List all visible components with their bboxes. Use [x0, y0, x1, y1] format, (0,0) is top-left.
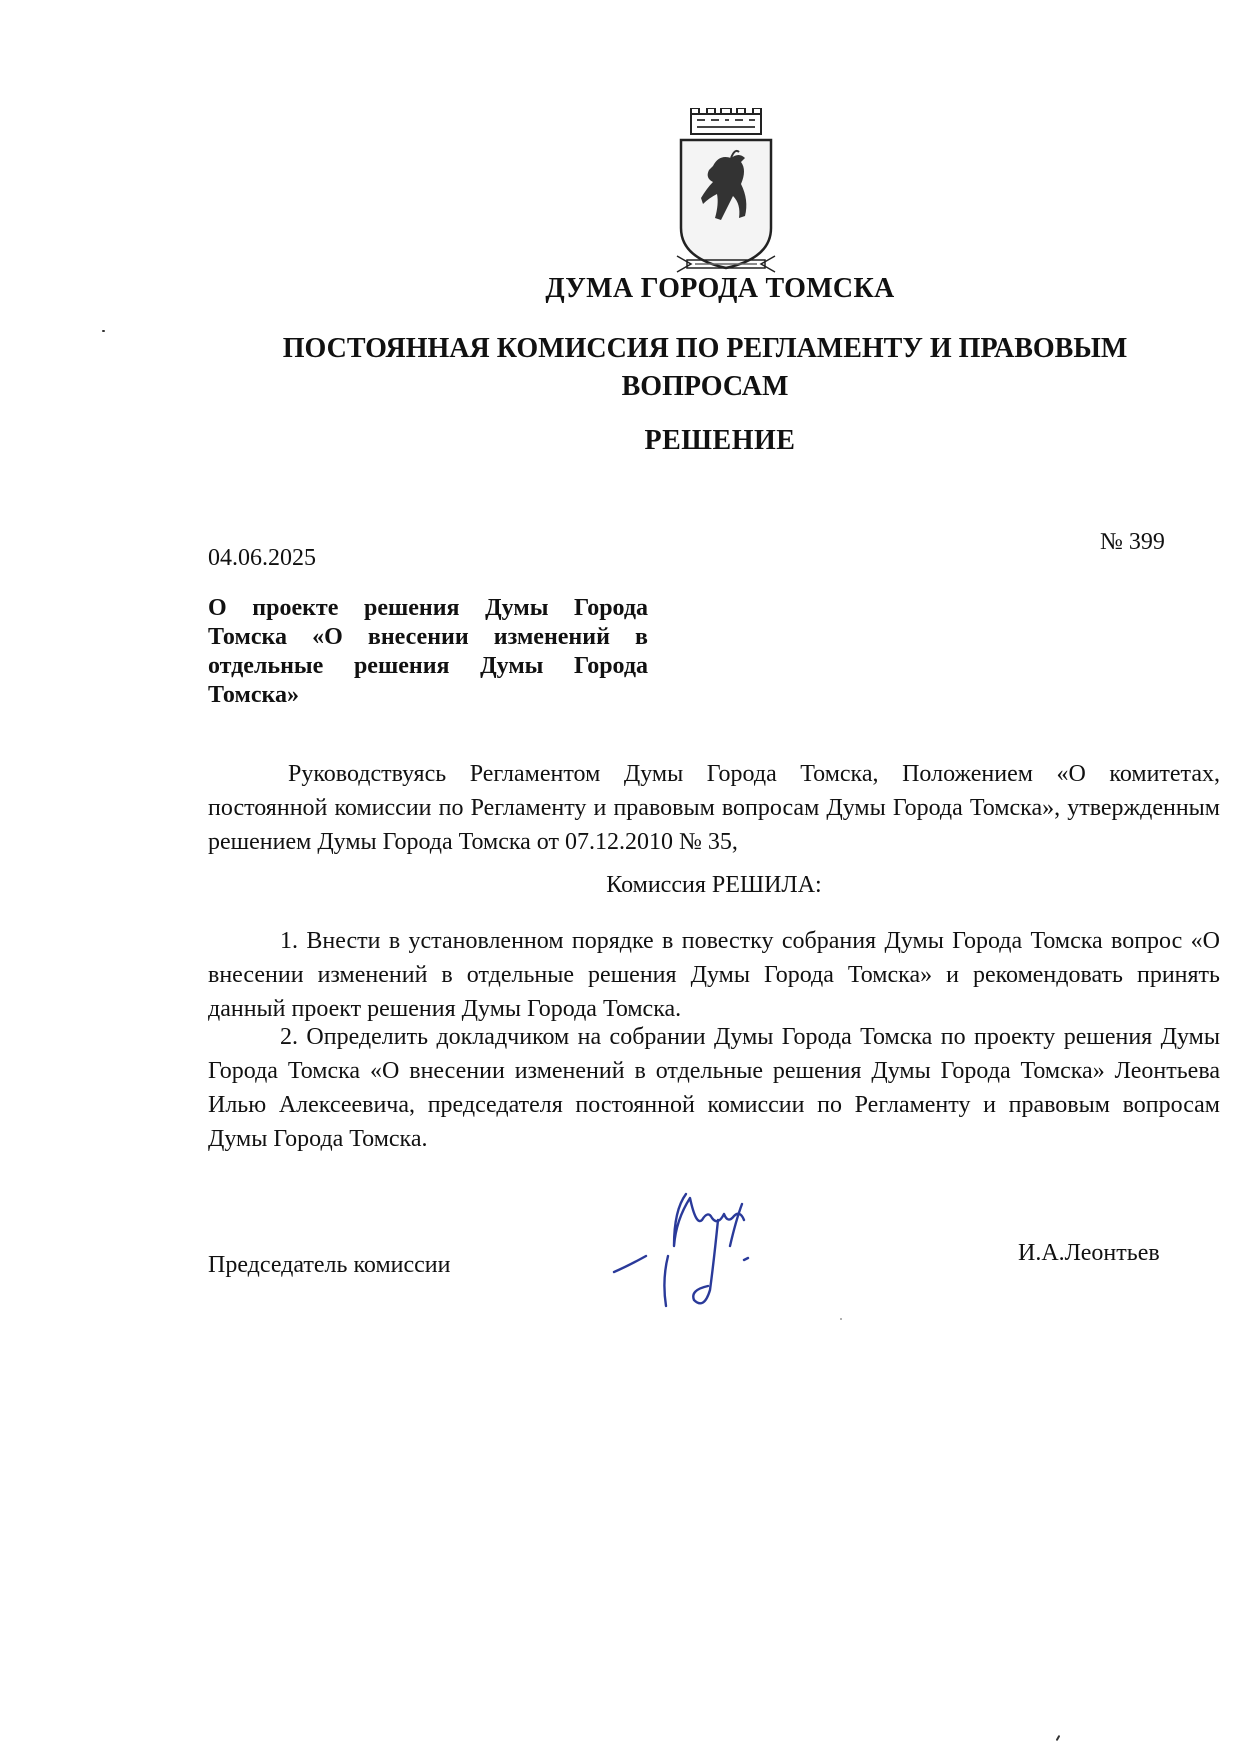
scan-speck — [102, 330, 105, 332]
signatory-name: И.А.Леонтьев — [1018, 1240, 1160, 1266]
organization-name: ДУМА ГОРОДА ТОМСКА — [545, 273, 895, 304]
document-subject: О проекте решения Думы Города Томска «О внесении изменений в отдельные решения Думы Города Томска» — [208, 595, 648, 708]
decided-heading: Комиссия РЕШИЛА: — [606, 872, 822, 898]
preamble-paragraph: Руководствуясь Регламентом Думы Города Томска, Положением «О комитетах, постоянной комиссии по Регламенту и правовым вопросам Думы Города Томска», утвержденным решением Думы Города Томска от 07.12.2010 № 35, — [208, 761, 1220, 855]
tomsk-coat-of-arms-icon — [675, 108, 777, 276]
scan-speck — [840, 1318, 842, 1320]
document-number: № 399 — [1100, 529, 1165, 555]
decision-item-2: 2. Определить докладчиком на собрании Думы Города Томска по проекту решения Думы Города Томска «О внесении изменений в отдельные решения Думы Города Томска» Леонтьева Илью Алексеевича, председателя постоянной комиссии по Регламенту и правовым вопросам Думы Города Томска. — [208, 1024, 1220, 1152]
commission-name-line2: ВОПРОСАМ — [621, 371, 789, 402]
commission-name-line1: ПОСТОЯННАЯ КОМИССИЯ ПО РЕГЛАМЕНТУ И ПРАВОВЫМ — [282, 333, 1128, 364]
handwritten-signature-icon — [610, 1160, 840, 1335]
document-type: РЕШЕНИЕ — [644, 425, 796, 456]
decision-item-1: 1. Внести в установленном порядке в повестку собрания Думы Города Томска вопрос «О внесении изменений в отдельные решения Думы Города Томска» и рекомендовать принять данный проект решения Думы Города Томска. — [208, 928, 1220, 1022]
document-date: 04.06.2025 — [208, 545, 316, 571]
signatory-title: Председатель комиссии — [208, 1252, 451, 1278]
commission-name — [230, 330, 1180, 406]
scan-speck — [1056, 1735, 1061, 1741]
